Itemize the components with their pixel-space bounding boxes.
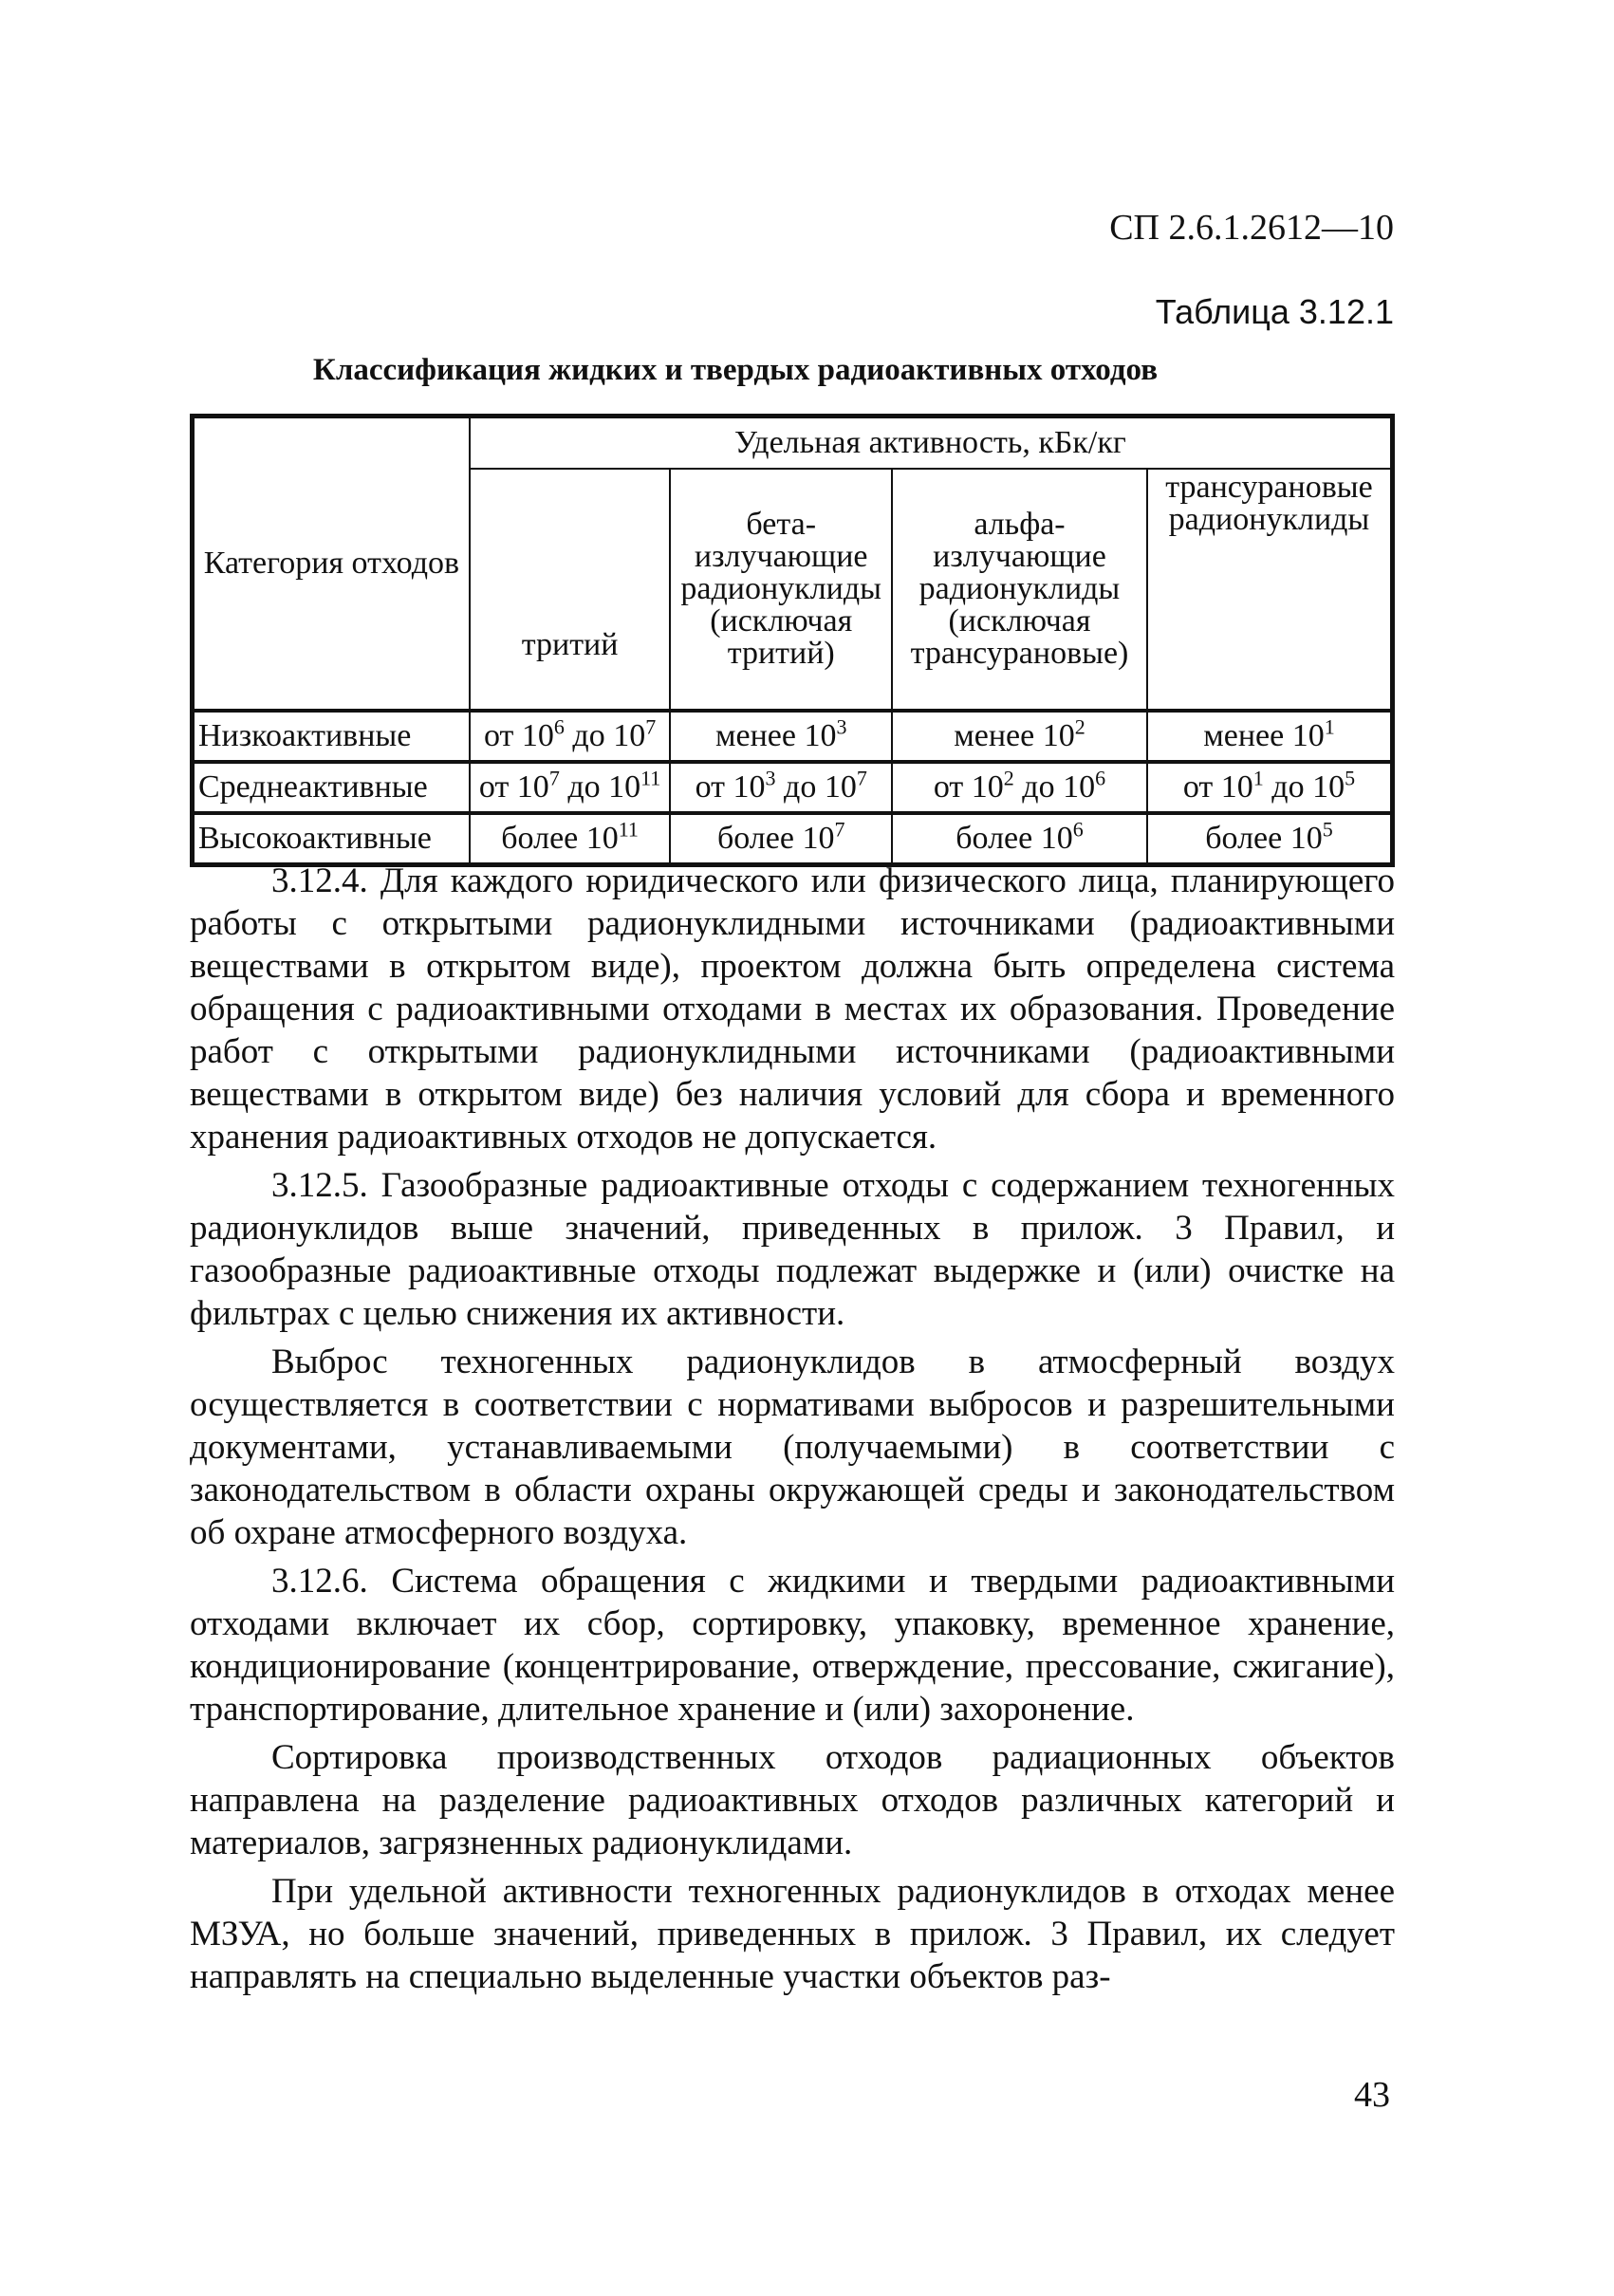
paragraph: 3.12.5. Газообразные радиоактивные отходы с содержанием техногенных радионуклидов выше значений, приведенных в прилож. 3 Правил, и газообразные радиоактивные отходы подлежат выдержке и (или) очистке на фильтрах с целью снижения их активности. (190, 1166, 1395, 1333)
transuranic-header: трансурановые радионуклиды (1147, 469, 1393, 711)
value-cell: от $10^2$ до $10^6$ (892, 762, 1147, 813)
classification-table (190, 414, 1395, 867)
category-header: Категория отходов (193, 417, 470, 712)
table-row (193, 813, 1393, 865)
category-cell: Высокоактивные (193, 813, 470, 865)
value-cell: от $10^7$ до $10^{11}$ (470, 762, 671, 813)
value-cell: менее $10^2$ (892, 711, 1147, 762)
body-text (190, 860, 1395, 2004)
paragraph: Сортировка производственных отходов радиационных объектов направлена на разделение радиоактивных отходов различных категорий и материалов, загрязненных радионуклидами. (190, 1738, 1395, 1862)
document-code: СП 2.6.1.2612—10 (1109, 208, 1394, 248)
value-cell: менее $10^3$ (670, 711, 892, 762)
value-cell: от $10^3$ до $10^7$ (670, 762, 892, 813)
value-cell: более $10^5$ (1147, 813, 1393, 865)
table-title: Классификация жидких и твердых радиоактивных отходов (312, 353, 1159, 387)
value-cell: более $10^7$ (670, 813, 892, 865)
value-cell: менее $10^1$ (1147, 711, 1393, 762)
page-number: 43 (1354, 2075, 1390, 2115)
value-cell: более $10^{11}$ (470, 813, 671, 865)
tritium-header: тритий (470, 469, 671, 711)
paragraph: 3.12.6. Система обращения с жидкими и твердыми радиоактивными отходами включает их сбор, сортировку, упаковку, временное хранение, кондиционирование (концентрирование, отверждение, прессование, сжигание), транспортирование, длительное хранение и (или) захоронение. (190, 1562, 1395, 1729)
table-row (193, 762, 1393, 813)
table-row (193, 711, 1393, 762)
category-cell: Среднеактивные (193, 762, 470, 813)
activity-header: Удельная активность, кБк/кг (470, 417, 1393, 470)
value-cell: более $10^6$ (892, 813, 1147, 865)
alpha-header: альфа-излучающие радионуклиды (исключая трансурановые) (892, 469, 1147, 711)
paragraph: При удельной активности техногенных радионуклидов в отходах менее МЗУА, но больше значений, приведенных в прилож. 3 Правил, их следует направлять на специально выделенные участки объектов раз- (190, 1872, 1395, 1996)
value-cell: от $10^6$ до $10^7$ (470, 711, 671, 762)
category-cell: Низкоактивные (193, 711, 470, 762)
paragraph: 3.12.4. Для каждого юридического или физического лица, планирующего работы с открытыми радионуклидными источниками (радиоактивными веществами в открытом виде), проектом должна быть определена система обращения с радиоактивными отходами в местах их образования. Проведение работ с открытыми радионуклидными источниками (радиоактивными веществами в открытом виде) без наличия условий для сбора и временного хранения радиоактивных отходов не допускается. (190, 861, 1395, 1157)
beta-header: бета-излучающие радионуклиды (исключая тритий) (670, 469, 892, 711)
paragraph: Выброс техногенных радионуклидов в атмосферный воздух осуществляется в соответствии с нормативами выбросов и разрешительными документами, устанавливаемыми (получаемыми) в соответствии с законодательством в области охраны окружающей среды и законодательством об охране атмосферного воздуха. (190, 1342, 1395, 1552)
value-cell: от $10^1$ до $10^5$ (1147, 762, 1393, 813)
table-label: Таблица 3.12.1 (1155, 292, 1394, 331)
